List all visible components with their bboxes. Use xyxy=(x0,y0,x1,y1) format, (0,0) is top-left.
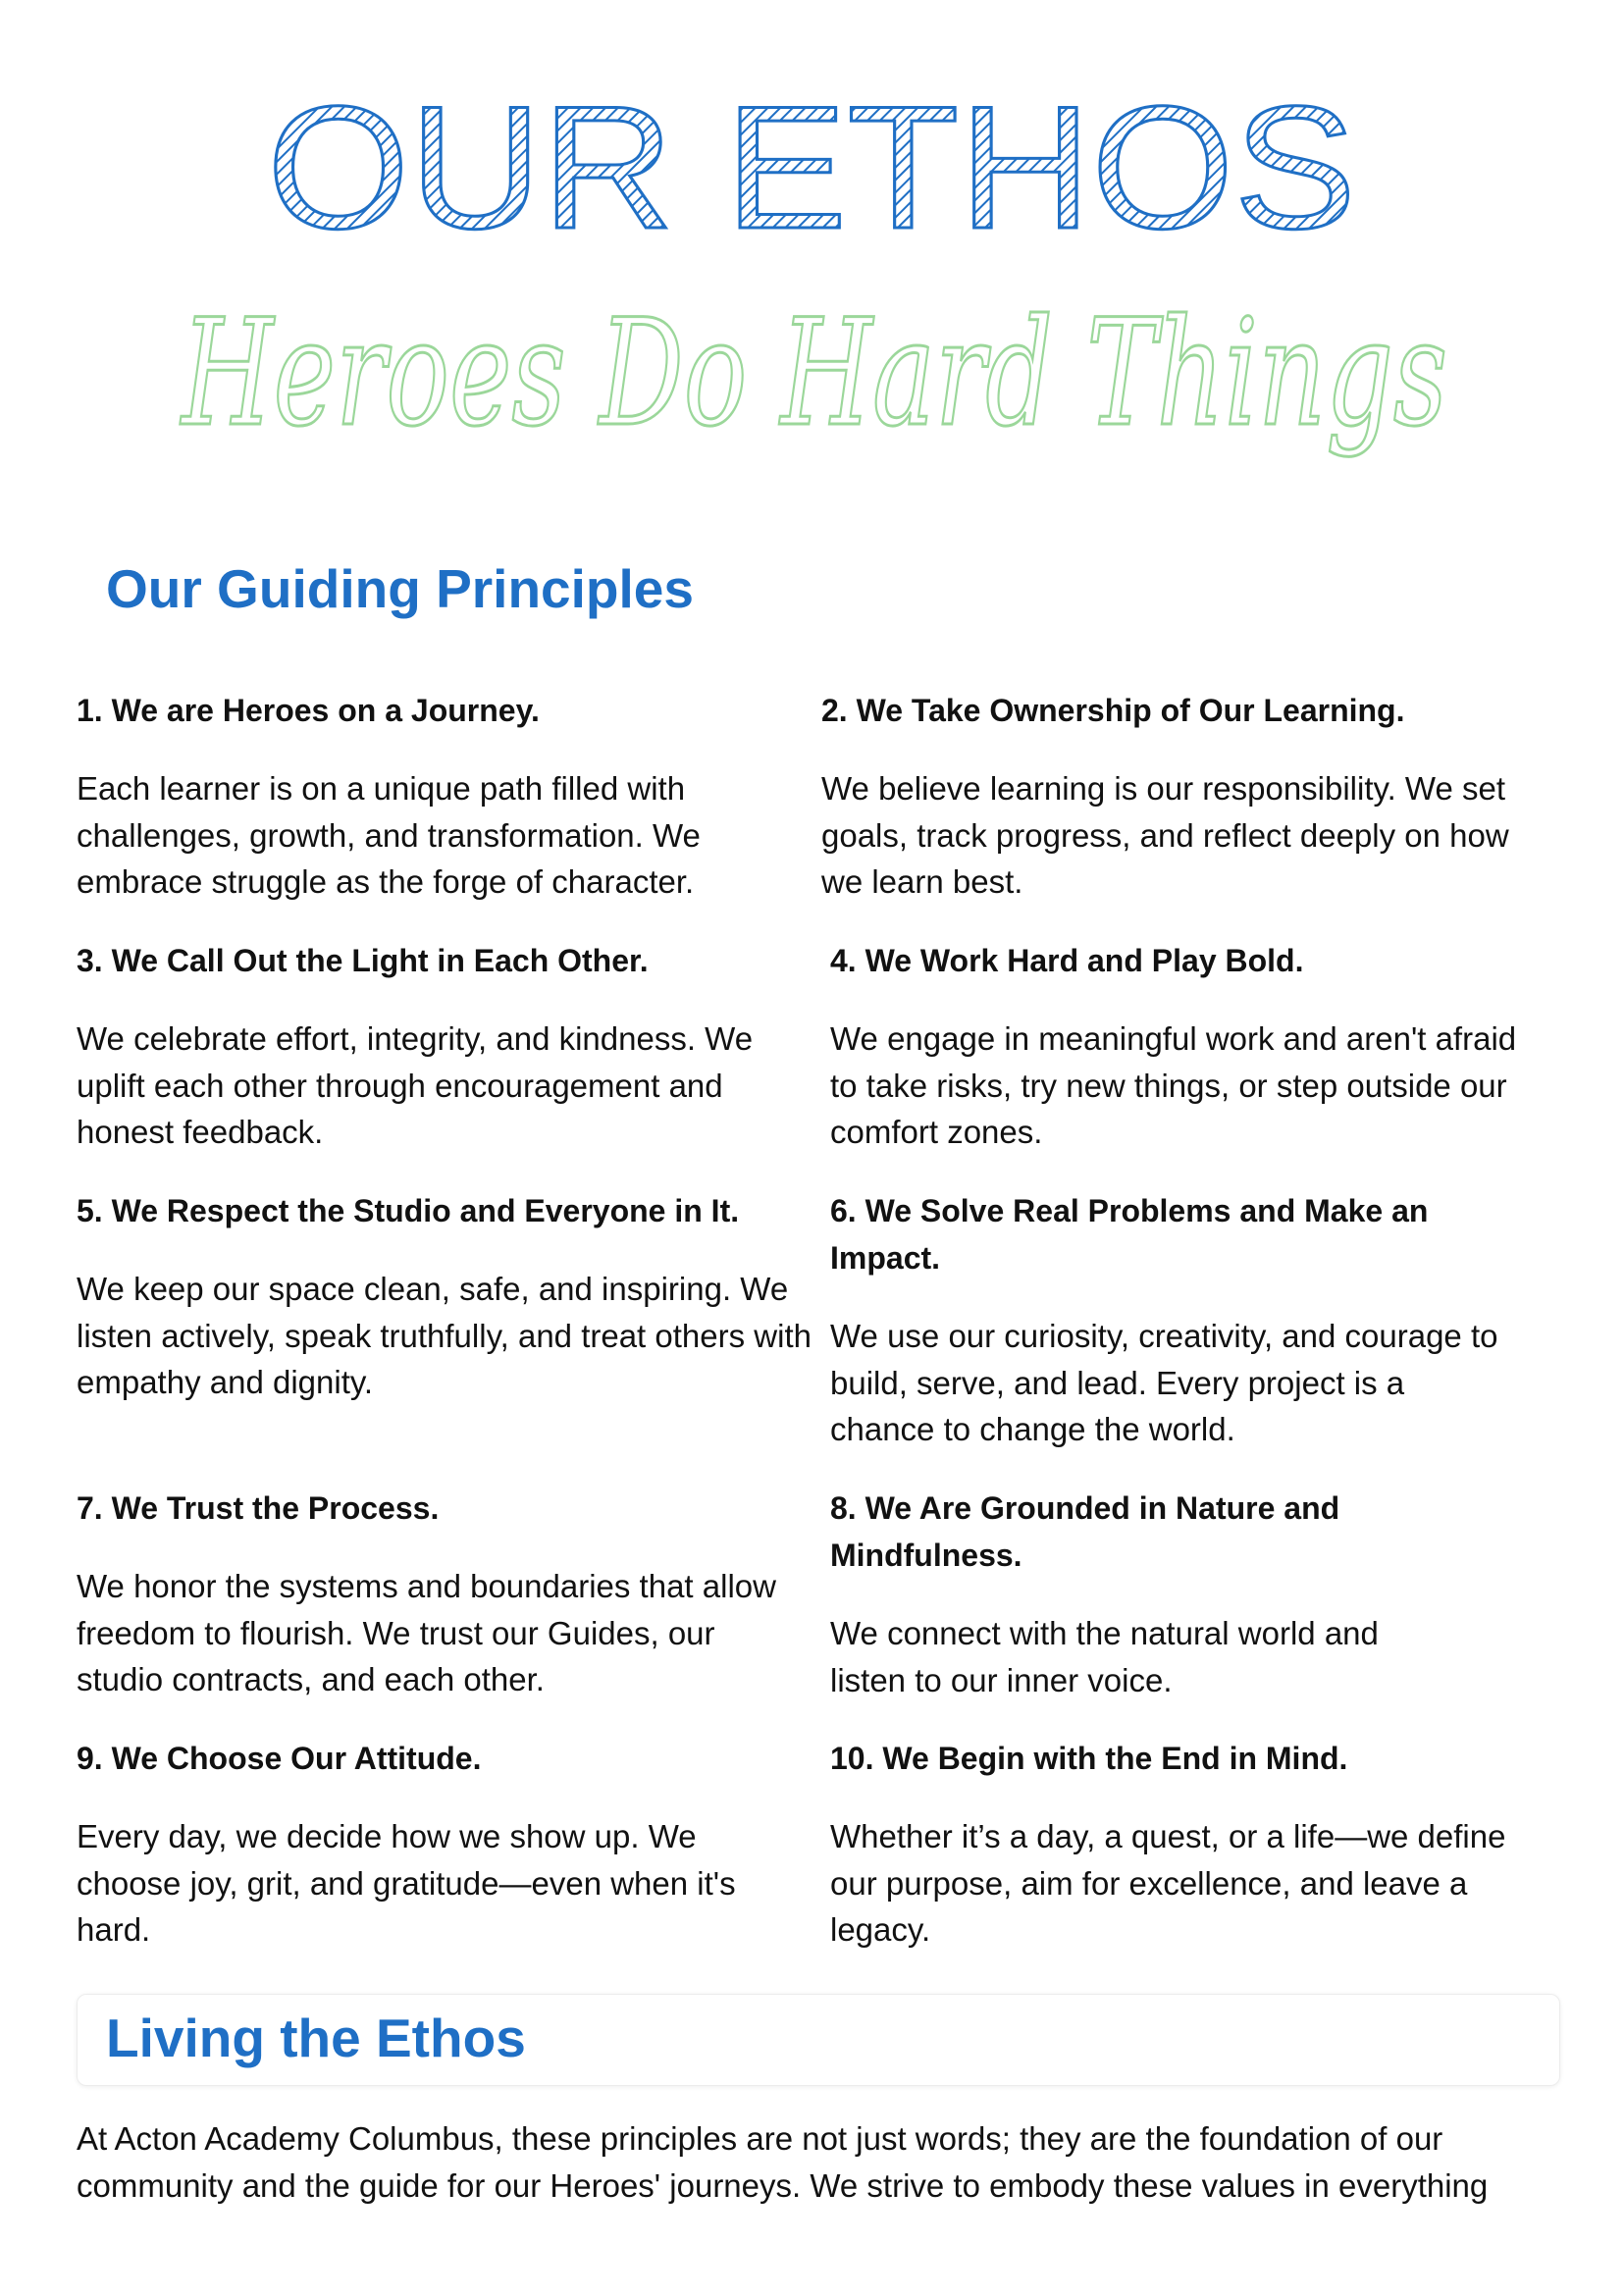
principle-7 xyxy=(77,1485,803,1703)
ethos-title: OUR ETHOS xyxy=(267,70,1356,265)
principle-1 xyxy=(77,687,803,906)
living-ethos-paragraph: At Acton Academy Columbus, these principles are not just words; they are the foundation of our community and the guide for our Heroes' journeys. We strive to embody these values in everything xyxy=(77,2120,1489,2204)
principle-3 xyxy=(77,937,803,1156)
principle-title: 6. We Solve Real Problems and Make an Impact. xyxy=(830,1193,1429,1276)
principle-body: We celebrate effort, integrity, and kindness. We uplift each other through encouragement and honest feedback. xyxy=(77,1020,754,1150)
principle-title: 9. We Choose Our Attitude. xyxy=(77,1741,482,1776)
principle-title: 5. We Respect the Studio and Everyone in It. xyxy=(77,1193,740,1228)
ethos-tagline: Heroes Do Hard Things xyxy=(179,288,1447,459)
principle-body: We keep our space clean, safe, and inspiring. We listen actively, speak truthfully, and treat others with empathy and dignity. xyxy=(77,1271,812,1400)
principle-title: 10. We Begin with the End in Mind. xyxy=(830,1741,1348,1776)
principle-body: We engage in meaningful work and aren't afraid to take risks, try new things, or step outside our comfort zones. xyxy=(830,1020,1517,1150)
principle-title: 3. We Call Out the Light in Each Other. xyxy=(77,943,649,978)
principle-title: 1. We are Heroes on a Journey. xyxy=(77,693,540,728)
living-ethos-heading: Living the Ethos xyxy=(106,2008,526,2068)
principle-8 xyxy=(830,1485,1458,1703)
principle-body: We believe learning is our responsibility. We set goals, track progress, and reflect deeply on how we learn best. xyxy=(821,770,1509,900)
principle-body: We connect with the natural world and listen to our inner voice. xyxy=(830,1615,1379,1698)
principle-title: 2. We Take Ownership of Our Learning. xyxy=(821,693,1405,728)
principle-title: 8. We Are Grounded in Nature and Mindfulness. xyxy=(830,1490,1340,1573)
principle-title: 7. We Trust the Process. xyxy=(77,1490,440,1526)
principle-9 xyxy=(77,1735,773,1954)
principle-5 xyxy=(77,1187,812,1406)
principle-body: Every day, we decide how we show up. We choose joy, grit, and gratitude—even when it's hard. xyxy=(77,1818,736,1948)
ethos-header xyxy=(0,0,1624,510)
principle-6 xyxy=(830,1187,1517,1453)
principle-body: Each learner is on a unique path filled with challenges, growth, and transformation. We embrace struggle as the forge of character. xyxy=(77,770,701,900)
principle-10 xyxy=(830,1735,1537,1954)
principle-title: 4. We Work Hard and Play Bold. xyxy=(830,943,1304,978)
principle-2 xyxy=(821,687,1538,906)
principle-body: We use our curiosity, creativity, and courage to build, serve, and lead. Every project is a chance to change the world. xyxy=(830,1318,1498,1447)
principle-body: Whether it’s a day, a quest, or a life—we define our purpose, aim for excellence, and leave a legacy. xyxy=(830,1818,1506,1948)
principle-4 xyxy=(830,937,1546,1156)
guiding-principles-heading: Our Guiding Principles xyxy=(106,558,694,619)
principle-body: We honor the systems and boundaries that allow freedom to flourish. We trust our Guides, our studio contracts, and each other. xyxy=(77,1568,776,1697)
